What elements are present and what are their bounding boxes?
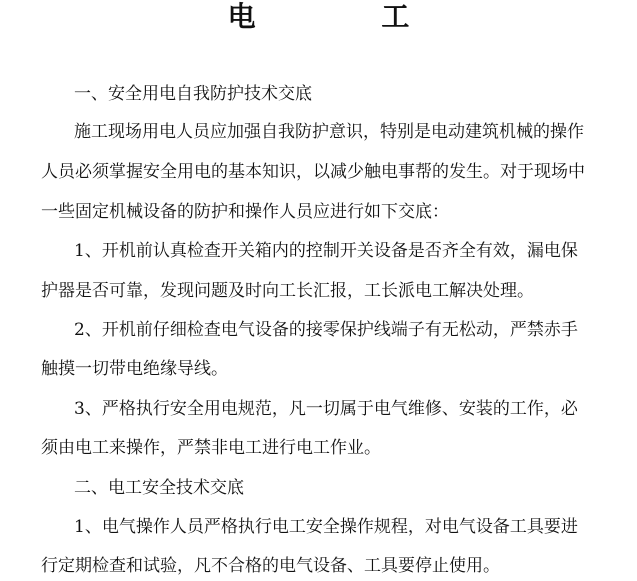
list-item-line: 3、严格执行安全用电规范，凡一切属于电气维修、安装的工作，必 xyxy=(74,399,578,419)
paragraph-line: 人员必须掌握安全用电的基本知识，以减少触电事帮的发生。对于现场中 xyxy=(41,162,585,182)
list-item-line: 1、开机前认真检查开关箱内的控制开关设备是否齐全有效，漏电保 xyxy=(74,241,578,261)
list-item-line: 1、电气操作人员严格执行电工安全操作规程，对电气设备工具要进 xyxy=(74,517,578,537)
paragraph-line: 一些固定机械设备的防护和操作人员应进行如下交底： xyxy=(41,202,449,222)
list-item-line: 行定期检查和试验，凡不合格的电气设备、工具要停止使用。 xyxy=(41,556,500,576)
list-item-line: 触摸一切带电绝缘导线。 xyxy=(41,359,228,379)
section-heading-electrician-safety: 二、电工安全技术交底 xyxy=(74,478,244,498)
list-item-line: 2、开机前仔细检查电气设备的接零保护线端子有无松动，严禁赤手 xyxy=(74,320,578,340)
document-title: 电 工 xyxy=(227,0,468,33)
section-heading-safety-self-protection: 一、安全用电自我防护技术交底 xyxy=(74,84,312,104)
list-item-line: 须由电工来操作，严禁非电工进行电工作业。 xyxy=(41,438,381,458)
paragraph-line: 施工现场用电人员应加强自我防护意识，特别是电动建筑机械的操作 xyxy=(74,122,584,142)
list-item-line: 护器是否可靠，发现问题及时向工长汇报，工长派电工解决处理。 xyxy=(41,281,534,301)
